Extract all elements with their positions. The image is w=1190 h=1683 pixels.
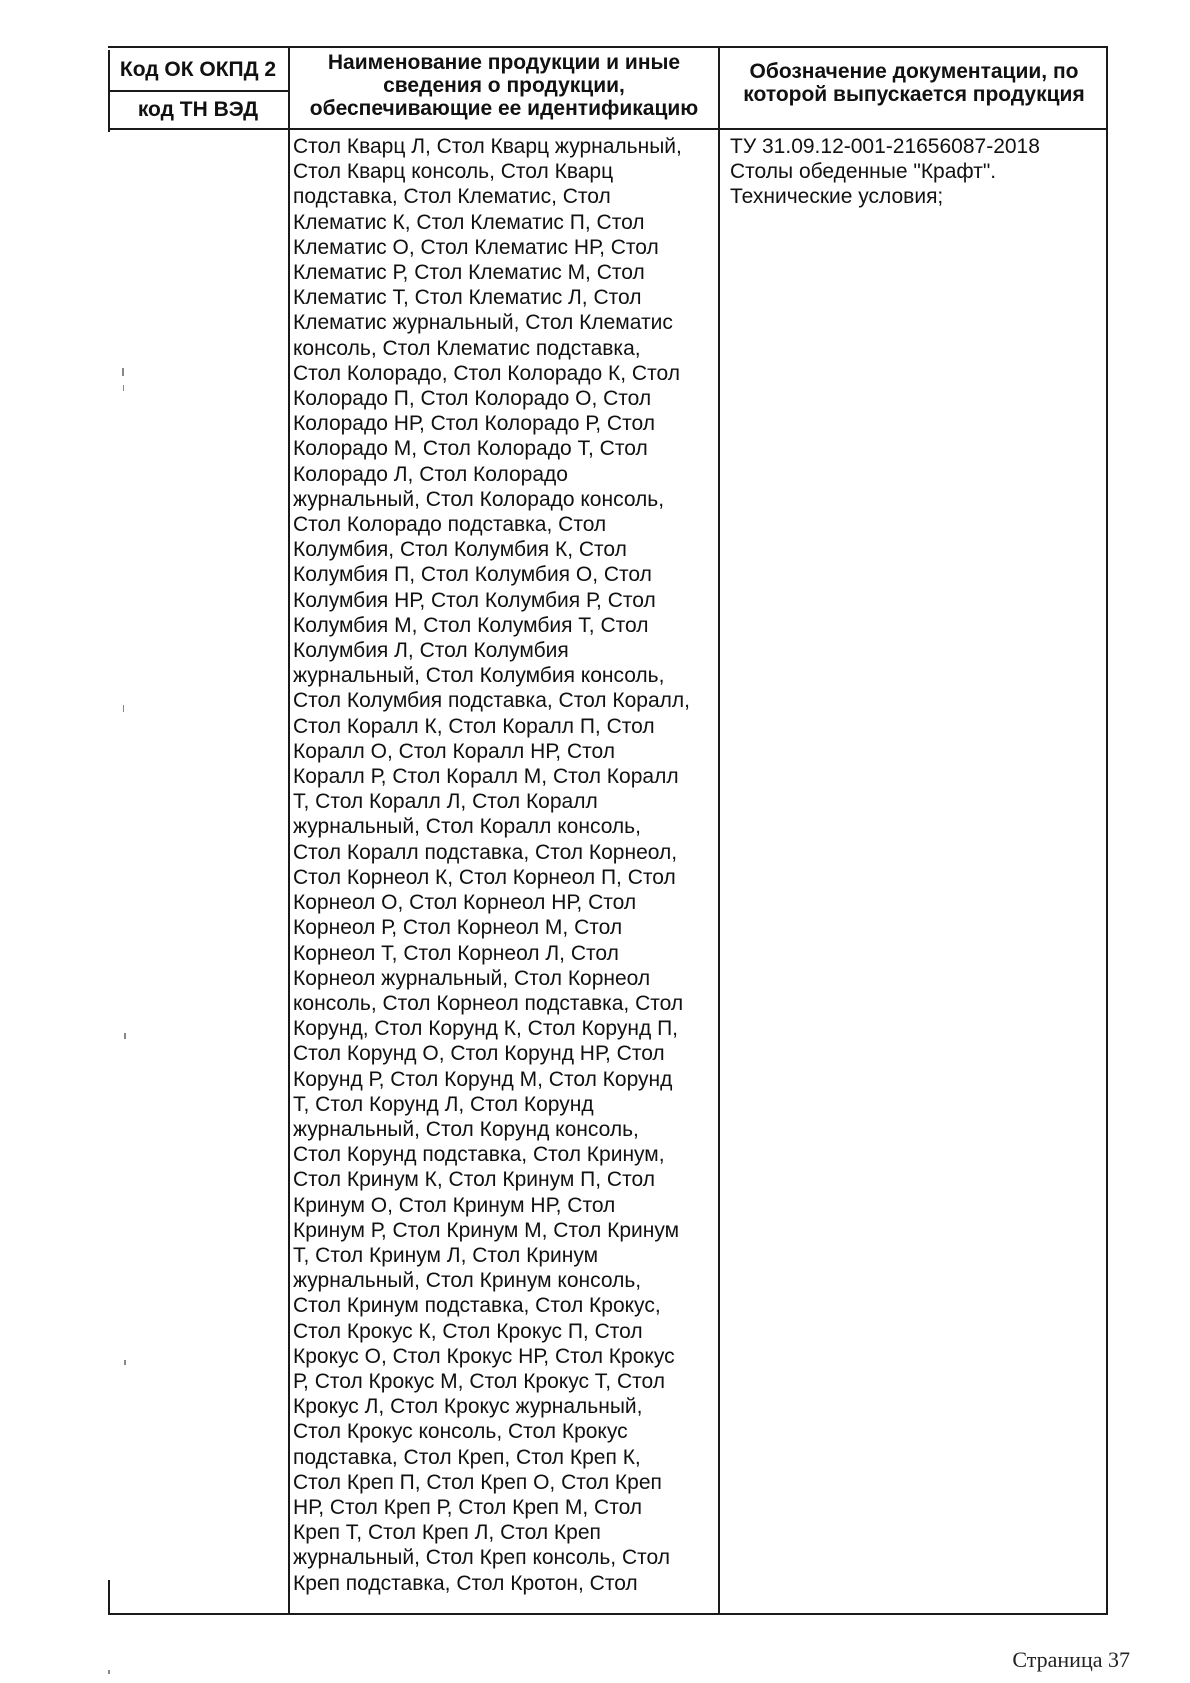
product-name-line: Колумбия М, Стол Колумбия Т, Стол [293, 613, 649, 637]
product-name-line: Стол Колумбия подставка, Стол Коралл, [293, 689, 691, 713]
product-name-line: журнальный, Стол Коралл консоль, [293, 815, 641, 839]
product-name-line: Корнеол журнальный, Стол Корнеол [293, 966, 651, 990]
product-name-line: Кринум О, Стол Кринум НР, Стол [293, 1193, 616, 1217]
product-name-line: Колумбия, Стол Колумбия К, Стол [293, 538, 627, 562]
header-product-name-line: обеспечивающие ее идентификацию [309, 97, 699, 120]
page-number: Страница 37 [1012, 1647, 1130, 1672]
product-name-line: Колорадо Л, Стол Колорадо [293, 462, 568, 486]
product-name-line: Стол Кринум подставка, Стол Крокус, [293, 1294, 661, 1318]
product-name-line: Стол Крокус консоль, Стол Крокус [293, 1420, 628, 1444]
product-name-line: Корунд Р, Стол Корунд М, Стол Корунд [293, 1067, 673, 1091]
product-name-line: консоль, Стол Клематис подставка, [293, 336, 641, 360]
product-name-line: Стол Корнеол К, Стол Корнеол П, Стол [293, 865, 676, 889]
product-name-line: Т, Стол Коралл Л, Стол Коралл [293, 790, 598, 814]
product-name-line: Стол Коралл подставка, Стол Корнеол, [293, 840, 678, 864]
product-name-line: Крокус Л, Стол Крокус журнальный, [293, 1395, 643, 1419]
product-name-line: Клематис Р, Стол Клематис М, Стол [293, 261, 645, 285]
product-name-line: Стол Корунд подставка, Стол Кринум, [293, 1143, 665, 1167]
product-name-line: Колумбия П, Стол Колумбия О, Стол [293, 563, 652, 587]
product-name-line: журнальный, Стол Колумбия консоль, [293, 664, 665, 688]
documentation-line: Технические условия; [730, 185, 944, 209]
product-name-line: Стол Колорадо подставка, Стол [293, 513, 607, 537]
product-name-line: Стол Крокус К, Стол Крокус П, Стол [293, 1319, 643, 1343]
header-split-line [108, 90, 289, 92]
product-name-line: Колумбия НР, Стол Колумбия Р, Стол [293, 588, 656, 612]
product-name-line: Креп подставка, Стол Кротон, Стол [293, 1571, 638, 1595]
header-product-name-line: сведения о продукции, [383, 74, 625, 97]
header-documentation-line: которой выпускается продукция [743, 83, 1085, 106]
product-name-line: Креп Т, Стол Креп Л, Стол Креп [293, 1521, 601, 1545]
header-okpd-code: Код ОК ОКПД 2 [119, 58, 277, 81]
product-name-line: журнальный, Стол Корунд консоль, [293, 1117, 639, 1141]
product-name-line: Стол Кварц консоль, Стол Кварц [293, 160, 614, 184]
product-name-line: Колорадо М, Стол Колорадо Т, Стол [293, 437, 648, 461]
table-left-border-bottom [108, 1580, 110, 1615]
product-name-line: Т, Стол Корунд Л, Стол Корунд [293, 1092, 594, 1116]
column-divider-1 [288, 46, 290, 1615]
documentation-cell [730, 134, 1100, 210]
product-name-line: Стол Кринум К, Стол Кринум П, Стол [293, 1168, 655, 1192]
product-name-line: Стол Корунд О, Стол Корунд НР, Стол [293, 1042, 665, 1066]
product-name-line: Стол Креп П, Стол Креп О, Стол Креп [293, 1470, 662, 1494]
header-bottom-line [108, 128, 1108, 130]
scan-speck [124, 1033, 126, 1039]
product-name-line: подставка, Стол Креп, Стол Креп К, [293, 1445, 641, 1469]
product-name-line: Клематис О, Стол Клематис НР, Стол [293, 235, 659, 259]
scan-speck [124, 1360, 126, 1365]
product-name-line: Колорадо П, Стол Колорадо О, Стол [293, 387, 652, 411]
product-name-line: журнальный, Стол Кринум консоль, [293, 1269, 642, 1293]
documentation-line: Столы обеденные "Крафт". [730, 160, 997, 184]
product-name-line: Колорадо НР, Стол Колорадо Р, Стол [293, 412, 655, 436]
product-name-line: Р, Стол Крокус М, Стол Крокус Т, Стол [293, 1369, 665, 1393]
product-name-line: Клематис К, Стол Клематис П, Стол [293, 210, 645, 234]
product-name-line: Корнеол О, Стол Корнеол НР, Стол [293, 891, 637, 915]
product-name-line: Клематис журнальный, Стол Клематис [293, 311, 673, 335]
product-name-line: НР, Стол Креп Р, Стол Креп М, Стол [293, 1495, 643, 1519]
product-name-line: Корнеол Р, Стол Корнеол М, Стол [293, 916, 623, 940]
scan-speck [122, 368, 124, 376]
documentation-line: ТУ 31.09.12-001-21656087-2018 [730, 135, 1040, 158]
scan-speck [123, 705, 124, 712]
header-documentation [722, 60, 1106, 106]
product-name-line: Корнеол Т, Стол Корнеол Л, Стол [293, 941, 619, 965]
product-names-cell [293, 134, 715, 1596]
header-product-name-line: Наименование продукции и иные [327, 51, 681, 74]
product-name-line: Стол Кварц Л, Стол Кварц журнальный, [293, 135, 682, 158]
scan-speck [108, 1670, 110, 1674]
product-name-line: Колумбия Л, Стол Колумбия [293, 639, 569, 663]
product-name-line: консоль, Стол Корнеол подставка, Стол [293, 991, 684, 1015]
column-divider-2 [718, 46, 720, 1615]
header-tnved-code: код ТН ВЭД [137, 98, 259, 121]
product-name-line: Корунд, Стол Корунд К, Стол Корунд П, [293, 1017, 678, 1041]
product-name-line: Т, Стол Кринум Л, Стол Кринум [293, 1243, 599, 1267]
product-name-line: Коралл Р, Стол Коралл М, Стол Коралл [293, 765, 679, 789]
product-name-line: журнальный, Стол Колорадо консоль, [293, 487, 665, 511]
product-name-line: Крокус О, Стол Крокус НР, Стол Крокус [293, 1344, 675, 1368]
product-name-line: подставка, Стол Клематис, Стол [293, 185, 611, 209]
product-name-line: Стол Коралл К, Стол Коралл П, Стол [293, 714, 655, 738]
scan-speck [123, 385, 124, 391]
header-product-name [292, 51, 716, 120]
product-name-line: Стол Колорадо, Стол Колорадо К, Стол [293, 361, 680, 385]
product-name-line: журнальный, Стол Креп консоль, Стол [293, 1546, 670, 1570]
product-name-line: Коралл О, Стол Коралл НР, Стол [293, 739, 615, 763]
product-name-line: Кринум Р, Стол Кринум М, Стол Кринум [293, 1218, 680, 1242]
product-name-line: Клематис Т, Стол Клематис Л, Стол [293, 286, 642, 310]
header-documentation-line: Обозначение документации, по [749, 60, 1079, 83]
